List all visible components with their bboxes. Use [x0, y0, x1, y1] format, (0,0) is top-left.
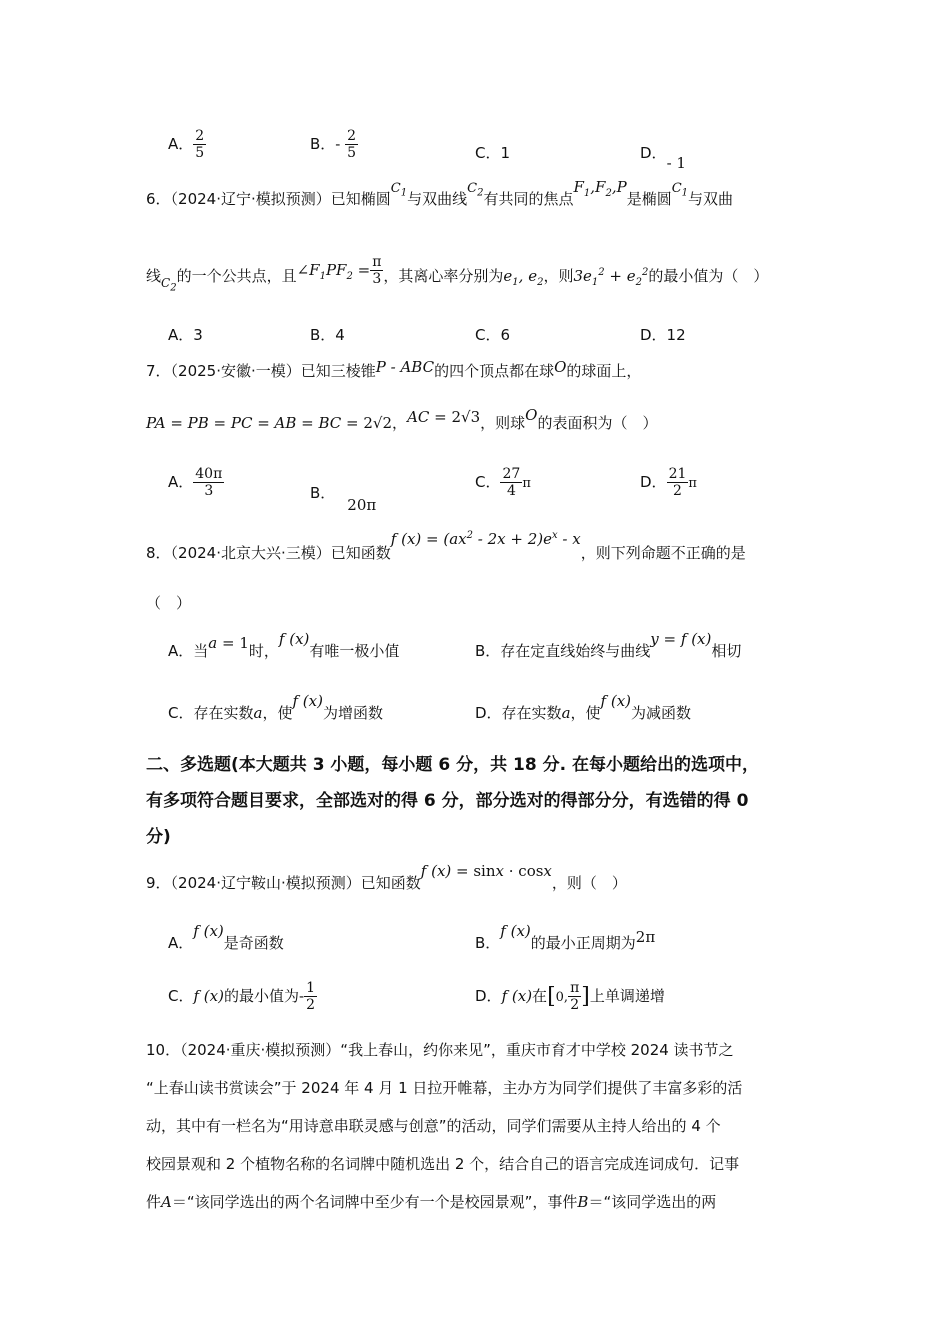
- q8-paren: （ ）: [146, 594, 192, 612]
- q10-line5: 件A＝“该同学选出的两个名词牌中至少有一个是校园景观”，事件B＝“该同学选出的两: [146, 1193, 717, 1211]
- q5-option-d: D．- 1: [640, 144, 686, 172]
- q8-option-b: B．存在定直线始终与曲线y = f (x)相切: [475, 630, 742, 660]
- q10-line1: 10．（2024·重庆·模拟预测）“我上春山，约你来见”，重庆市育才中学校 2024 读书节之: [146, 1041, 734, 1059]
- q7-option-d: D． $\frac{21}{2}$ π: [640, 466, 697, 500]
- q7-option-b: B．20π: [310, 484, 377, 514]
- q7-line2: PA = PB = PC = AB = BC = 2√2，AC = 2√3，则球O的表面积为（ ）: [146, 406, 658, 432]
- q5-option-b: B．- $\frac{2}{5}$: [310, 128, 357, 162]
- q6-line2: 线$_{C_2}$的一个公共点，且$\angle F_1PF_2$ = $\frac{\pi}{3}$ ，其离心率分别为$e_1$, $e_2$，则$3e_1^2 + e_2^2$的最小值为（ ）: [146, 254, 769, 294]
- q9-line1: 9．（2024·辽宁鞍山·模拟预测）已知函数f (x) = sinx · cosx，则（ ）: [146, 862, 627, 892]
- q8-option-d: D．存在实数a，使f (x)为减函数: [475, 692, 692, 722]
- q5-option-c: C．1: [475, 144, 511, 162]
- q6-option-a: A．3: [168, 326, 203, 344]
- q9-option-a: A．f (x)是奇函数: [168, 922, 284, 952]
- q7-option-a: A． $\frac{40\pi}{3}$: [168, 466, 223, 500]
- q8-option-c: C．存在实数a，使f (x)为增函数: [168, 692, 383, 722]
- q5-option-a: A． $\frac{2}{5}$: [168, 128, 205, 162]
- q6-option-d: D．12: [640, 326, 686, 344]
- section2-heading-line2: 有多项符合题目要求，全部选对的得 6 分，部分选对的得部分分，有选错的得 0: [146, 791, 749, 811]
- q6-option-c: C．6: [475, 326, 511, 344]
- section2-heading-line3: 分): [146, 827, 171, 847]
- q9-option-d: D．f (x)在[0, $\frac{\pi}{2}$ ]上单调递增: [475, 980, 665, 1014]
- q6-option-b: B．4: [310, 326, 345, 344]
- q9-option-b: B．f (x)的最小正周期为2π: [475, 922, 656, 952]
- q8-line1: 8．（2024·北京大兴·三模）已知函数f $(x) = (ax^2 - 2x + 2)e^x - x$，则下列命题不正确的是: [146, 530, 746, 562]
- q10-line3: 动，其中有一栏名为“用诗意串联灵感与创意”的活动，同学们需要从主持人给出的 4 个: [146, 1117, 721, 1135]
- section2-heading-line1: 二、多选题(本大题共 3 小题，每小题 6 分，共 18 分. 在每小题给出的选项中，: [146, 755, 759, 775]
- q7-line1: 7．（2025·安徽·一模）已知三棱锥P - ABC的四个顶点都在球O的球面上，: [146, 358, 642, 380]
- q6-line1: 6．（2024·辽宁·模拟预测）已知椭圆$C_1$与双曲线$C_2$有共同的焦点$F_1,F_2,P$是椭圆$C_1$与双曲: [146, 178, 734, 208]
- q8-option-a: A．当a = 1时，f (x)有唯一极小值: [168, 630, 400, 660]
- q10-line2: “上春山读书赏读会”于 2024 年 4 月 1 日拉开帷幕，主办方为同学们提供了丰富多彩的活: [146, 1079, 743, 1097]
- q7-option-c: C． $\frac{27}{4}$ π: [475, 466, 531, 500]
- q9-option-c: C．f (x)的最小值为- $\frac{1}{2}$: [168, 980, 315, 1014]
- q10-line4: 校园景观和 2 个植物名称的名词牌中随机选出 2 个，结合自己的语言完成连词成句．记事: [146, 1155, 740, 1173]
